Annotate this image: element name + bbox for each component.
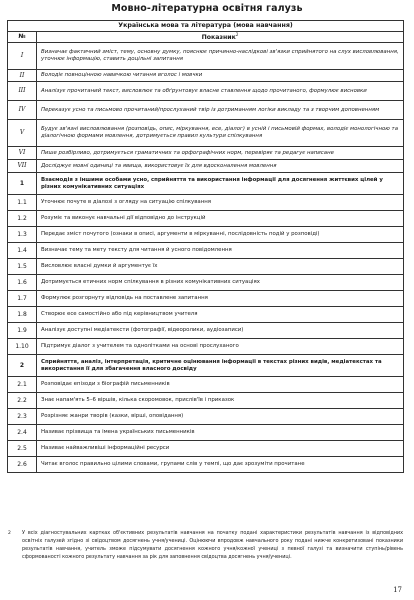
row-text: Створює есе самостійно або під керівництвом учителя — [37, 307, 404, 323]
page-number: 17 — [393, 586, 402, 594]
row-number: 2.4 — [8, 425, 37, 441]
row-number: 1.6 — [8, 275, 37, 291]
indicator-row — [8, 307, 404, 323]
row-text: Визначає тему та мету тексту для читання й усного повідомлення — [37, 243, 404, 259]
roman-indicator-row — [8, 120, 404, 147]
table-caption: Українська мова та література (мова навчання) — [8, 21, 404, 32]
indicator-row — [8, 275, 404, 291]
indicator-row — [8, 211, 404, 227]
row-number: 1.9 — [8, 323, 37, 339]
row-number: 2.5 — [8, 441, 37, 457]
row-text: Називає прізвища та імена українських письменників — [37, 425, 404, 441]
roman-indicator-row — [8, 82, 404, 101]
footnote-text: У всіх діагностувальних картках об'єктивних результатів навчання на початку подані характеристики результатів навчання із відповідних освітніх галузей згідно зі свідоцтвом досягнень учня/учениці. Оцінюючи впродовж навчального року подані нижче конкретизовані показники результатів навчання, учитель зможе підсумувати досягнення кожного учня/кожної учениці з певної галузі та визначити ступінь/рівень сформованості кожного результату навчання за рік для заповнення свідоцтва досягнень учня/учениці. — [22, 530, 403, 560]
indicator-row — [8, 457, 404, 473]
indicator-row — [8, 243, 404, 259]
indicator-row — [8, 323, 404, 339]
row-text: Пише розбірливо, дотримується граматичних та орфографічних норм, перевіряє та редагує написане — [37, 147, 404, 160]
row-text: Висловлює власні думки й аргументує їх — [37, 259, 404, 275]
row-number: 2.6 — [8, 457, 37, 473]
row-text: Взаємодія з іншими особами усно, сприйняття та використання інформації для досягнення життєвих цілей у різних комунікативних ситуаціях — [37, 173, 404, 195]
row-number: 2.1 — [8, 377, 37, 393]
indicator-row — [8, 227, 404, 243]
row-text: Переказує усно та письмово прочитаний/прослуханий твір із дотриманням логіки викладу та з творчим доповненням — [37, 101, 404, 120]
indicator-row — [8, 339, 404, 355]
row-text: Розрізняє жанри творів (казки, вірші, оповідання) — [37, 409, 404, 425]
row-number: 1.7 — [8, 291, 37, 307]
row-text: Розповідає епізоди з біографій письменників — [37, 377, 404, 393]
row-text: Будує зв'язні висловлювання (розповідь, опис, міркування, есе, діалог) в усній і письмовій формах, володіє монологічною та діалогічною формами мовлення, дотримується правил культури спілкування — [37, 120, 404, 147]
row-text: Аналізує прочитаний текст, висловлює та обґрунтовує власне ставлення щодо прочитаного, формулює висновки — [37, 82, 404, 101]
row-text: Підтримує діалог з учителем та однолітками на основі прослуханого — [37, 339, 404, 355]
row-text: Розуміє та виконує навчальні дії відповідно до інструкцій — [37, 211, 404, 227]
section-row — [8, 355, 404, 377]
row-number: 1.3 — [8, 227, 37, 243]
header-indicator-label: Показник — [201, 33, 236, 41]
section-row — [8, 173, 404, 195]
row-number: 1 — [8, 173, 37, 195]
row-number: I — [8, 43, 37, 70]
row-number: IV — [8, 101, 37, 120]
indicator-row — [8, 195, 404, 211]
row-number: 1.10 — [8, 339, 37, 355]
row-number: 1.5 — [8, 259, 37, 275]
roman-indicator-row — [8, 70, 404, 82]
row-number: 2.3 — [8, 409, 37, 425]
row-text: Досліджує мовні одиниці та явища, використовує їх для вдосконалення мовлення — [37, 160, 404, 173]
row-number: 1.4 — [8, 243, 37, 259]
indicator-row — [8, 259, 404, 275]
roman-indicator-row — [8, 147, 404, 160]
row-text: Передає зміст почутого (ознаки в описі, аргументи в міркуванні, послідовність подій у розповіді) — [37, 227, 404, 243]
indicator-row — [8, 425, 404, 441]
row-text: Називає найважливіші інформаційні ресурси — [37, 441, 404, 457]
row-number: 2 — [8, 355, 37, 377]
row-text: Знає напам'ять 5–6 віршів, кілька скоромовок, прислів'їв і приказок — [37, 393, 404, 409]
row-number: VII — [8, 160, 37, 173]
row-text: Читає вголос правильно цілими словами, групами слів у темпі, що дає зрозуміти прочитане — [37, 457, 404, 473]
row-number: 1.1 — [8, 195, 37, 211]
footnote — [8, 530, 403, 561]
page-title: Мовно-літературна освітня галузь — [111, 3, 303, 14]
table-header-row — [8, 32, 404, 43]
header-footnote-mark: 2 — [235, 31, 239, 37]
indicator-row — [8, 409, 404, 425]
header-number: № — [8, 32, 37, 43]
row-text: Уточнює почуте в діалозі з огляду на ситуацію спілкування — [37, 195, 404, 211]
indicator-row — [8, 441, 404, 457]
row-number: 1.2 — [8, 211, 37, 227]
row-number: II — [8, 70, 37, 82]
indicator-row — [8, 377, 404, 393]
indicators-table — [7, 20, 404, 473]
row-text: Сприйняття, аналіз, інтерпретація, критичне оцінювання інформації в текстах різних видів, медіатекстах та використання її для збагачення власного досвіду — [37, 355, 404, 377]
roman-indicator-row — [8, 43, 404, 70]
row-text: Володіє повноцінною навичкою читання вголос і мовчки — [37, 70, 404, 82]
roman-indicator-row — [8, 160, 404, 173]
row-number: 2.2 — [8, 393, 37, 409]
row-number: 1.8 — [8, 307, 37, 323]
header-indicator — [37, 32, 404, 43]
footnote-mark: 2 — [8, 531, 11, 536]
row-number: III — [8, 82, 37, 101]
row-text: Дотримується етичних норм спілкування в різних комунікативних ситуаціях — [37, 275, 404, 291]
row-text: Аналізує доступні медіатексти (фотографії, відеоролики, аудіозаписи) — [37, 323, 404, 339]
row-text: Формулює розгорнуту відповідь на поставлене запитання — [37, 291, 404, 307]
table-caption-row — [8, 21, 404, 32]
indicator-row — [8, 393, 404, 409]
roman-indicator-row — [8, 101, 404, 120]
row-number: VI — [8, 147, 37, 160]
row-text: Визначає фактичний зміст, тему, основну думку, пояснює причинно-наслідкові зв'язки сприйнятого на слух висловлювання, уточнює інформацію, ставить доцільні запитання — [37, 43, 404, 70]
indicator-row — [8, 291, 404, 307]
row-number: V — [8, 120, 37, 147]
